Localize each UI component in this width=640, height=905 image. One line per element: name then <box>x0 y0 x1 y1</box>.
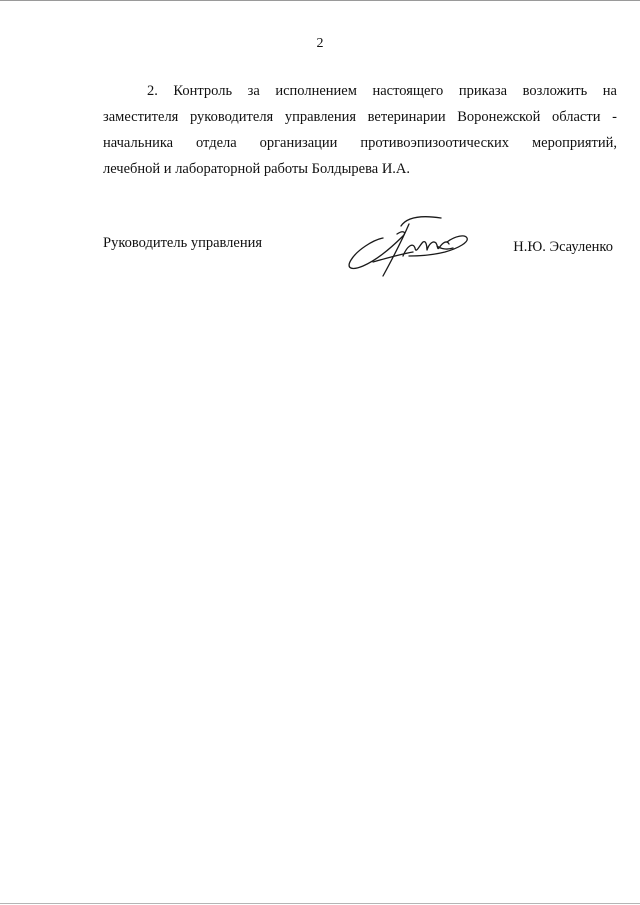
paragraph-line-4: лечебной и лабораторной работы Болдырева И.А. <box>103 161 411 177</box>
word: противоэпизоотических <box>360 135 510 151</box>
signer-name: Н.Ю. Эсауленко <box>513 239 613 255</box>
position-title: Руководитель управления <box>103 235 263 251</box>
word: - <box>612 109 617 125</box>
signature-block <box>103 230 617 290</box>
page-number: 2 <box>316 36 324 51</box>
order-paragraph <box>103 78 617 182</box>
word: Контроль <box>173 83 233 99</box>
word: руководителя <box>189 109 274 125</box>
scan-edge-bottom <box>0 903 640 904</box>
word: исполнением <box>275 83 357 99</box>
word: заместителя <box>103 109 179 125</box>
word: отдела <box>196 135 237 151</box>
scan-edge-top <box>0 0 640 1</box>
paragraph-line-2 <box>103 104 617 130</box>
word: области <box>551 109 601 125</box>
word: ветеринарии <box>367 109 446 125</box>
paragraph-line-1 <box>103 78 617 104</box>
word: Воронежской <box>457 109 541 125</box>
word: за <box>247 83 260 99</box>
word: мероприятий, <box>531 135 617 151</box>
word: начальника <box>103 135 174 151</box>
word: управления <box>284 109 357 125</box>
word: 2. <box>147 83 158 99</box>
handwritten-signature <box>343 216 475 286</box>
word: возложить <box>522 83 588 99</box>
word: организации <box>259 135 338 151</box>
paragraph-line-3 <box>103 130 617 156</box>
word: на <box>602 83 617 99</box>
word: приказа <box>458 83 508 99</box>
word: настоящего <box>372 83 444 99</box>
